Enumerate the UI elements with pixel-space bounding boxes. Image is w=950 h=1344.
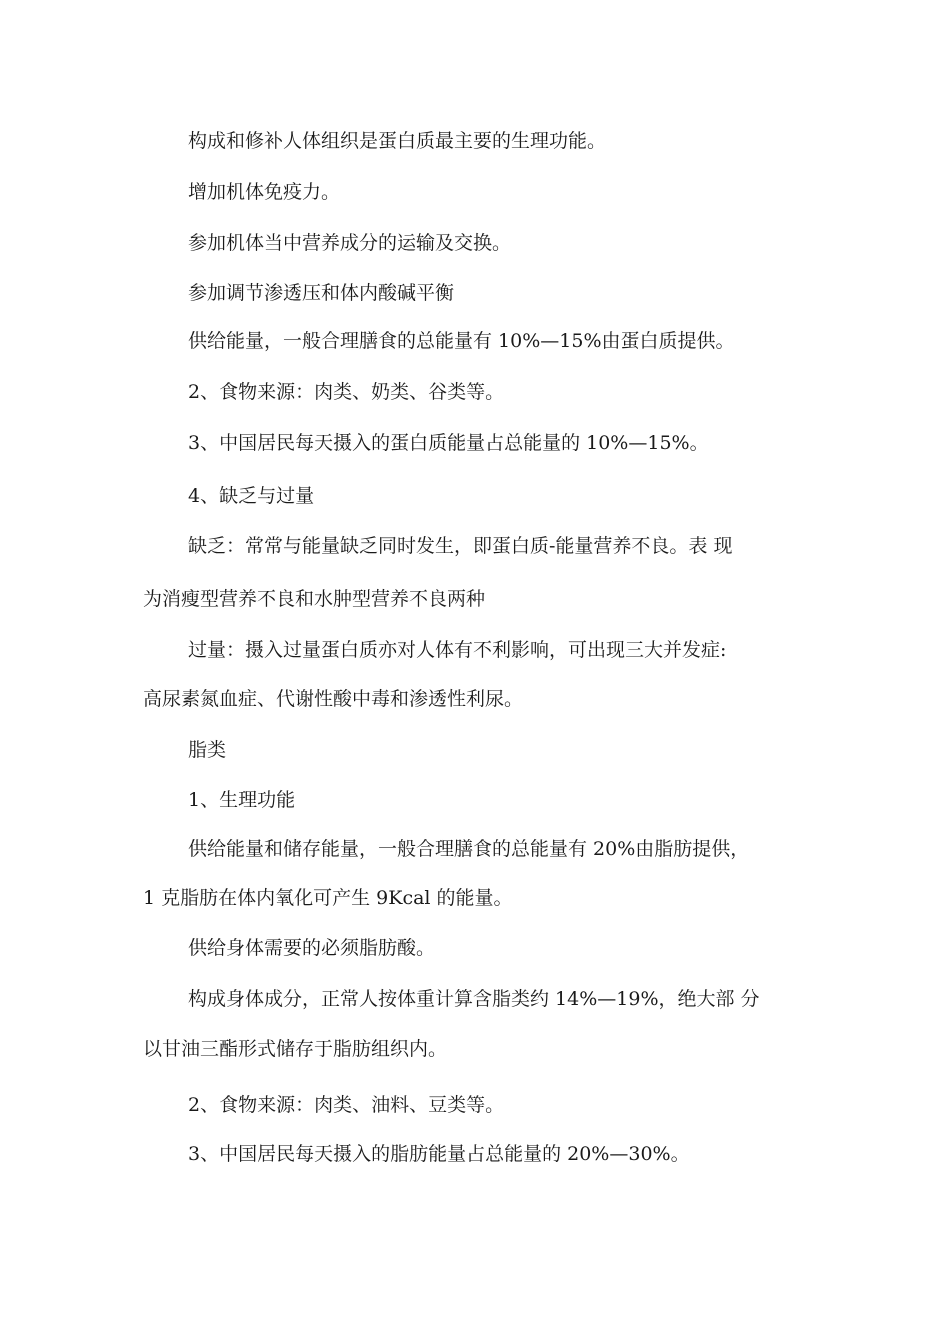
paragraph-line: 供给能量，一般合理膳食的总能量有 10%—15%由蛋白质提供。 xyxy=(188,330,735,352)
paragraph-line: 供给能量和储存能量，一般合理膳食的总能量有 20%由脂肪提供， xyxy=(188,838,750,860)
paragraph-line: 2、食物来源：肉类、油料、豆类等。 xyxy=(188,1094,505,1116)
paragraph-line: 构成和修补人体组织是蛋白质最主要的生理功能。 xyxy=(188,130,607,152)
paragraph-line: 构成身体成分，正常人按体重计算含脂类约 14%—19%，绝大部 分 xyxy=(188,988,760,1010)
paragraph-line: 增加机体免疫力。 xyxy=(188,181,341,203)
paragraph-line: 高尿素氮血症、代谢性酸中毒和渗透性利尿。 xyxy=(143,688,524,710)
paragraph-line: 过量：摄入过量蛋白质亦对人体有不利影响，可出现三大并发症: xyxy=(188,639,727,661)
paragraph-line: 参加调节渗透压和体内酸碱平衡 xyxy=(188,282,455,304)
paragraph-line: 为消瘦型营养不良和水肿型营养不良两种 xyxy=(143,588,486,610)
section-heading: 4、缺乏与过量 xyxy=(188,485,315,507)
paragraph-line: 以甘油三酯形式储存于脂肪组织内。 xyxy=(143,1038,448,1060)
paragraph-line: 2、食物来源：肉类、奶类、谷类等。 xyxy=(188,381,505,403)
paragraph-line: 1 克脂肪在体内氧化可产生 9Kcal 的能量。 xyxy=(143,887,513,909)
paragraph-line: 缺乏：常常与能量缺乏同时发生，即蛋白质-能量营养不良。表 现 xyxy=(188,535,733,557)
paragraph-line: 3、中国居民每天摄入的脂肪能量占总能量的 20%—30%。 xyxy=(188,1143,690,1165)
paragraph-line: 供给身体需要的必须脂肪酸。 xyxy=(188,937,436,959)
paragraph-line: 3、中国居民每天摄入的蛋白质能量占总能量的 10%—15%。 xyxy=(188,432,709,454)
section-heading: 1、生理功能 xyxy=(188,789,296,811)
section-heading: 脂类 xyxy=(188,739,227,761)
paragraph-line: 参加机体当中营养成分的运输及交换。 xyxy=(188,232,512,254)
